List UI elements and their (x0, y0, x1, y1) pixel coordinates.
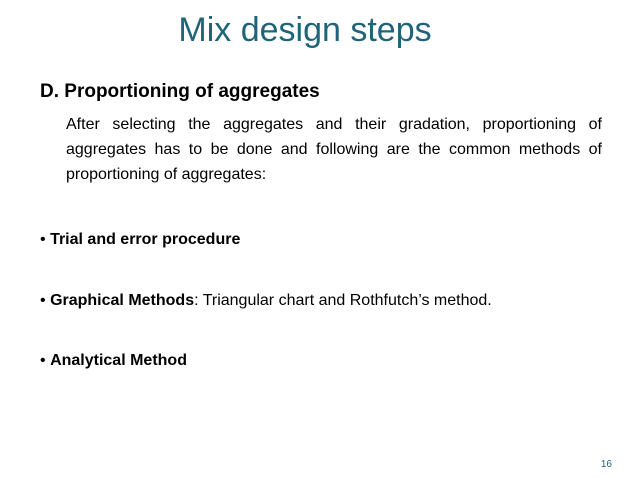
bullet-marker: • (40, 292, 46, 309)
intro-paragraph: After selecting the aggregates and their gradation, proportioning of aggregates has to be done and following are the common methods of proportioning of aggregates: (66, 116, 602, 183)
bullet-term: Graphical Methods (50, 292, 195, 309)
slide-title: Mix design steps (178, 11, 432, 49)
bullet-term: Trial and error procedure (50, 231, 241, 248)
bullet-item-analytical-method (40, 349, 187, 373)
bullet-marker: • (40, 231, 46, 248)
bullet-item-trial-and-error (40, 228, 240, 252)
page-number: 16 (600, 459, 612, 470)
section-heading: D. Proportioning of aggregates (40, 81, 320, 102)
bullet-item-graphical-methods (40, 289, 492, 313)
bullet-term: Analytical Method (50, 352, 187, 369)
bullet-marker: • (40, 352, 46, 369)
bullet-description: : Triangular chart and Rothfutch’s method. (194, 292, 492, 309)
